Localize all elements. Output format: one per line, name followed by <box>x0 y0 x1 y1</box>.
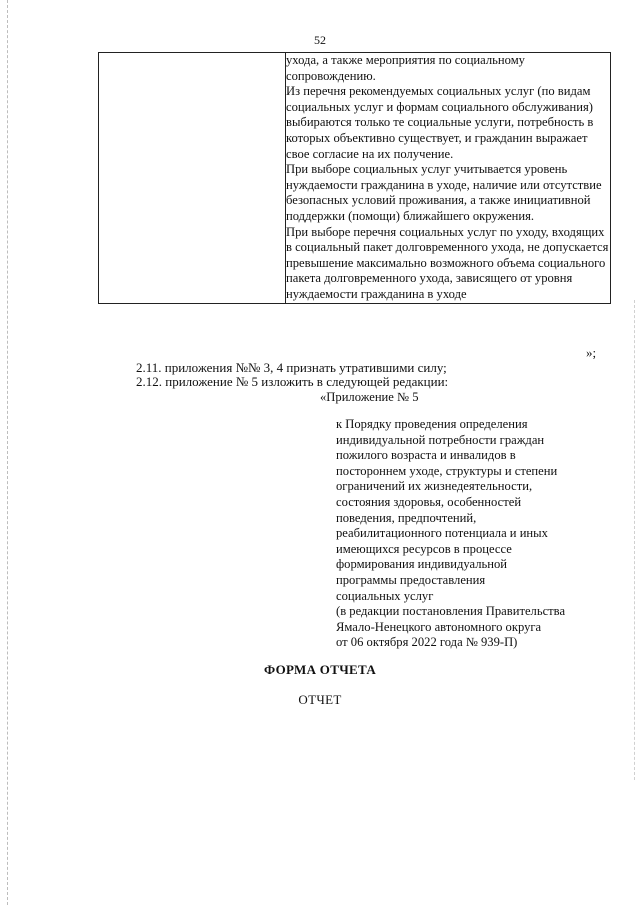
appendix-line: состояния здоровья, особенностей <box>336 494 522 509</box>
form-title: ФОРМА ОТЧЕТА <box>263 662 377 677</box>
appendix-line: социальных услуг <box>336 588 434 603</box>
table-paragraph: При выборе перечня социальных услуг по уходу, входящих в социальный пакет долговременного ухода, не допускается превышение максимально возможного объема социального пакета долговременного ухода, зависящего от уровня нуждаемости гражданина в уходе <box>286 224 609 301</box>
table-cell-empty <box>99 53 286 304</box>
appendix-caption <box>336 417 565 651</box>
appendix-line: реабилитационного потенциала и иных <box>336 526 548 541</box>
appendix-line: постороннем уходе, структуры и степени <box>336 463 558 478</box>
appendix-line: Ямало-Ненецкого автономного округа <box>336 619 542 634</box>
appendix-line: (в редакции постановления Правительства <box>336 604 566 619</box>
scan-edge-right <box>634 300 636 780</box>
table-cell-text <box>286 53 611 304</box>
table-paragraph: Из перечня рекомендуемых социальных услуг (по видам социальных услуг и формам социального обслуживания) выбираются только те социальные услуги, потребность в которых объективно существует, и гражданин выражает свое согласие на их получение. <box>286 84 594 161</box>
appendix-line: к Порядку проведения определения <box>336 417 528 431</box>
appendix-line: программы предоставления <box>336 572 486 587</box>
appendix-line: индивидуальной потребности граждан <box>336 432 545 447</box>
appendix-line: формирования индивидуальной <box>336 557 508 572</box>
table-paragraph: При выборе социальных услуг учитывается уровень нуждаемости гражданина в уходе, наличие или отсутствие безопасных условий проживания, а также инициативной поддержки (помощи) ближайшего окружения. <box>286 162 602 223</box>
table-row <box>99 53 611 304</box>
scan-edge-left <box>7 0 9 905</box>
appendix-title: «Приложение № 5 <box>320 390 419 404</box>
table-paragraph: ухода, а также мероприятия по социальному сопровождению. <box>286 53 525 83</box>
appendix-line: от 06 октября 2022 года № 939-П) <box>336 635 518 650</box>
appendix-line: пожилого возраста и инвалидов в <box>336 448 516 463</box>
list-item-2-11: 2.11. приложения №№ 3, 4 признать утратившими силу; <box>136 360 447 375</box>
continuation-table <box>98 52 611 304</box>
report-title: ОТЧЕТ <box>298 692 342 707</box>
appendix-line: поведения, предпочтений, <box>336 510 477 525</box>
closing-quote: »; <box>586 345 597 360</box>
page-number: 52 <box>314 33 326 47</box>
appendix-line: ограничений их жизнедеятельности, <box>336 479 533 494</box>
appendix-line: имеющихся ресурсов в процессе <box>336 541 512 556</box>
list-item-2-12: 2.12. приложение № 5 изложить в следующей редакции: <box>136 374 449 389</box>
